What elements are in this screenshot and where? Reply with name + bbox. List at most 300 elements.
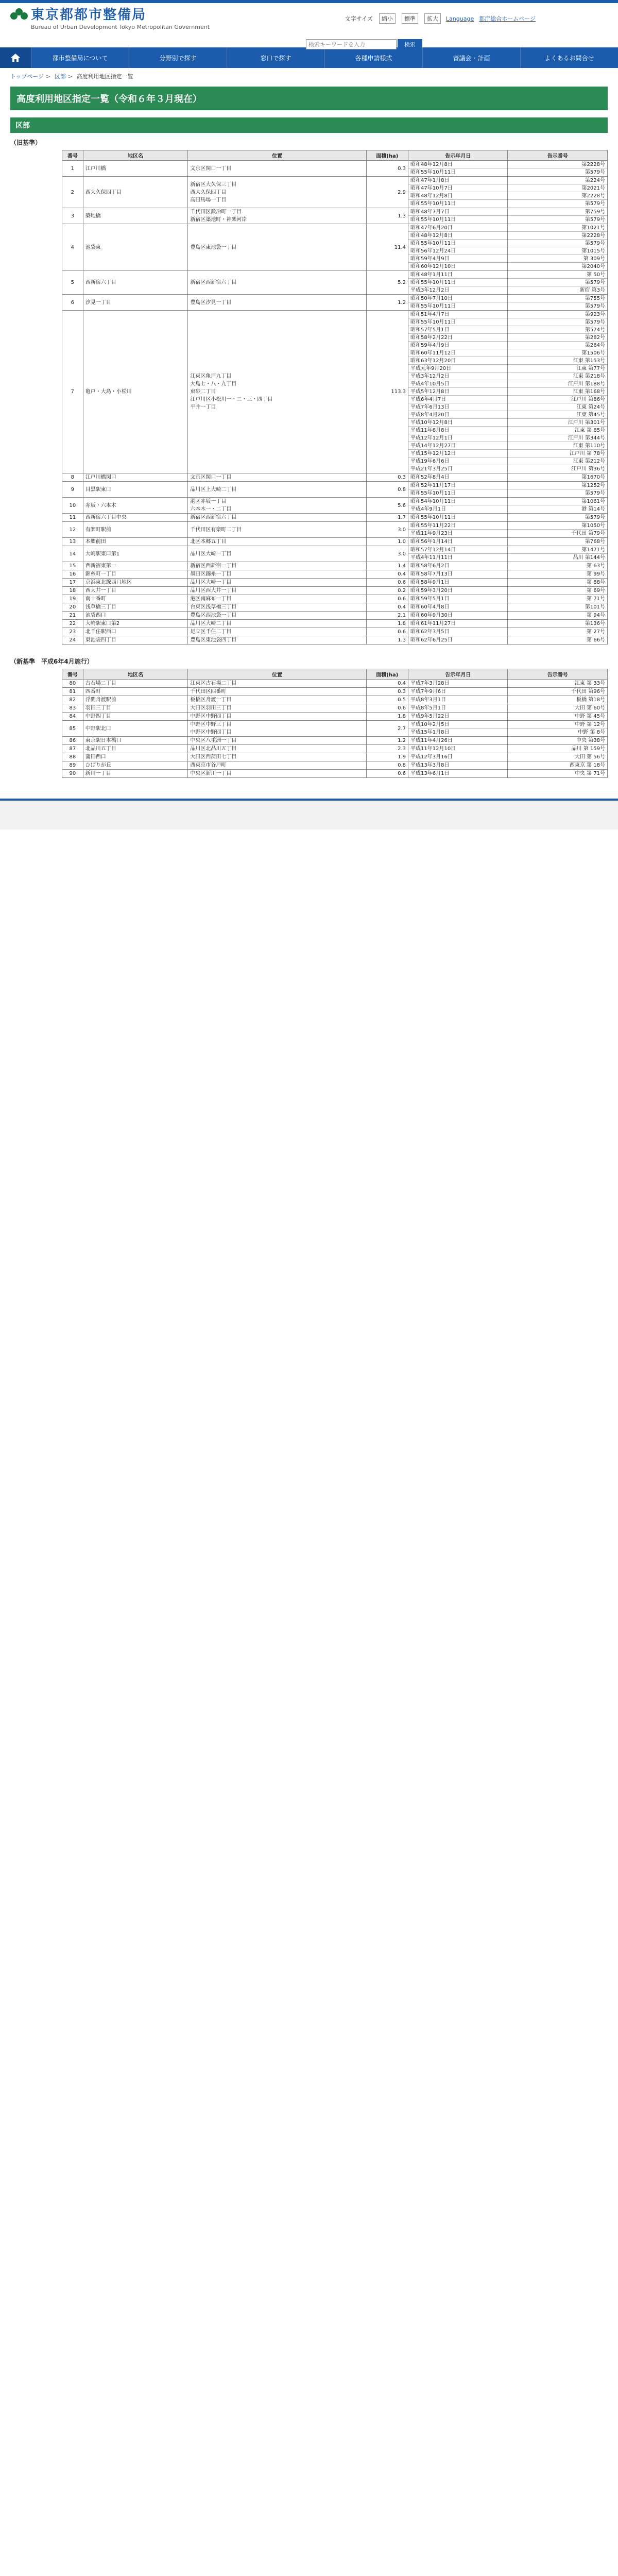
site-header [0, 0, 618, 47]
notice-numbers [508, 177, 608, 208]
row-number: 86 [62, 737, 83, 745]
table-row [62, 295, 608, 311]
notice-number: 中野 第 8号 [578, 730, 605, 735]
row-number: 90 [62, 770, 83, 778]
district-area: 0.2 [366, 587, 408, 595]
location-line: 港区赤坂一丁目 [190, 499, 227, 504]
designation-table-old [62, 150, 608, 645]
location-line: 新宿区大久保三丁目 [190, 181, 237, 188]
notice-numbers [508, 713, 608, 721]
location-line: 豊島区西池袋一丁目 [190, 613, 237, 618]
notice-date: 昭和48年12月8日 [408, 192, 507, 200]
notice-number: 第 99号 [587, 571, 605, 577]
district-area: 0.6 [366, 628, 408, 636]
table-row [62, 473, 608, 482]
site-search [306, 39, 422, 49]
notice-date: 昭和55年10月11日 [410, 217, 456, 223]
location-line: 板橋区舟渡一丁目 [190, 697, 232, 703]
row-number: 19 [62, 595, 83, 603]
notice-date: 平成12年3月16日 [410, 754, 453, 760]
location-line: 西東京市谷戸町 [190, 762, 227, 768]
location-line: 東砂二丁目 [190, 389, 216, 395]
notice-date: 昭和55年10月11日 [408, 279, 507, 286]
district-area: 0.8 [366, 482, 408, 498]
notice-numbers [508, 770, 608, 778]
table-row [62, 628, 608, 636]
notice-date: 平成8年3月1日 [410, 697, 447, 703]
notice-number: 中央 第38号 [576, 738, 605, 743]
notice-date: 昭和55年10月11日 [408, 318, 507, 326]
notice-number: 江戸川 第36号 [571, 466, 605, 472]
new-standard-heading: （新基準 平成6年4月施行） [10, 658, 93, 665]
location-line: 中野区中野四丁目 [190, 714, 232, 719]
notice-number: 第 69号 [587, 588, 605, 594]
page-title: 高度利用地区指定一覧（令和６年３月現在） [10, 87, 608, 110]
location-line: 港区南麻布一丁目 [190, 596, 232, 602]
district-name: 目黒駅東口 [83, 482, 188, 498]
notice-numbers [508, 753, 608, 761]
utility-links [345, 13, 536, 24]
breadcrumb-ward[interactable]: 区部 [54, 73, 66, 80]
notice-number: 江戸川 第188号 [508, 380, 607, 388]
notice-dates [408, 737, 508, 745]
notice-number: 第755号 [508, 295, 607, 302]
notice-date: 平成10年12月8日 [408, 419, 507, 427]
district-name: 中野駅北口 [83, 721, 188, 737]
notice-date: 平成11年8月8日 [408, 427, 507, 434]
location-line: 中野区中野三丁目 [190, 722, 232, 727]
logo-subtitle-en: Bureau of Urban Development Tokyo Metropolitan Government [31, 24, 210, 30]
notice-number: 第136号 [585, 621, 605, 626]
notice-number: 第282号 [508, 334, 607, 342]
district-name: 南十番町 [83, 595, 188, 603]
notice-numbers [508, 745, 608, 753]
notice-numbers [508, 498, 608, 514]
district-area: 0.5 [366, 696, 408, 704]
notice-number: 第101号 [585, 604, 605, 610]
notice-numbers [508, 473, 608, 482]
notice-number: 江東 第 85号 [508, 427, 607, 434]
notice-date: 平成元年9月20日 [408, 365, 507, 372]
notice-number: 第 63号 [587, 563, 605, 569]
district-name: 蒲田西口 [83, 753, 188, 761]
row-number: 88 [62, 753, 83, 761]
row-number: 11 [62, 514, 83, 522]
location-line: 大田区西蒲田七丁目 [190, 754, 237, 760]
notice-date: 平成6年4月7日 [408, 396, 507, 403]
district-area: 0.4 [366, 680, 408, 688]
location-line: 豊島区汐見一丁目 [190, 299, 232, 306]
district-location [188, 612, 366, 620]
location-line: 品川区大崎一丁目 [190, 580, 232, 585]
notice-number: 江東 第168号 [508, 388, 607, 396]
location-line: 品川区北品川五丁目 [190, 746, 237, 752]
font-size-small-button[interactable]: 縮小 [379, 13, 396, 24]
district-location [188, 562, 366, 570]
metro-home-link[interactable]: 都庁総合ホームページ [479, 15, 536, 22]
notice-number: 江戸川 第344号 [508, 434, 607, 442]
col-place: 位置 [188, 669, 366, 680]
location-line: 高田馬場一丁目 [190, 197, 227, 203]
notice-number: 江東 第153号 [508, 357, 607, 365]
notice-dates [408, 482, 508, 498]
notice-numbers [508, 628, 608, 636]
col-area: 面積(ha) [366, 669, 408, 680]
table-header-row [62, 150, 608, 161]
table-row [62, 713, 608, 721]
notice-numbers [508, 696, 608, 704]
district-name: 江戸川橋 [83, 161, 188, 177]
row-number: 6 [62, 295, 83, 311]
notice-numbers [508, 482, 608, 498]
district-location [188, 538, 366, 546]
notice-number: 第2021号 [508, 184, 607, 192]
notice-numbers [508, 688, 608, 696]
notice-number: 第1061号 [508, 498, 607, 505]
district-name: 大崎駅東口第2 [83, 620, 188, 628]
table-row [62, 753, 608, 761]
notice-date: 昭和52年11月17日 [408, 482, 507, 489]
district-area: 1.9 [366, 753, 408, 761]
notice-dates [408, 603, 508, 612]
font-size-large-button[interactable]: 拡大 [424, 13, 441, 24]
home-button[interactable] [0, 47, 31, 68]
nav-forms[interactable]: 各種申請様式 [324, 47, 422, 68]
notice-date: 昭和47年1月8日 [408, 177, 507, 184]
notice-date: 平成4年11月11日 [410, 555, 453, 561]
district-area: 0.3 [366, 161, 408, 177]
row-number: 5 [62, 271, 83, 295]
notice-dates [408, 538, 508, 546]
breadcrumb-top[interactable]: トップページ [10, 73, 44, 80]
notice-date: 昭和58年2月22日 [408, 334, 507, 342]
district-name: 赤坂・六本木 [83, 498, 188, 514]
table-row [62, 311, 608, 473]
district-area: 0.3 [366, 473, 408, 482]
district-name: 浮間舟渡駅前 [83, 696, 188, 704]
notice-date: 昭和56年12月24日 [408, 247, 507, 255]
district-area: 3.0 [366, 546, 408, 562]
table-row [62, 498, 608, 514]
notice-dates [408, 704, 508, 713]
table-row [62, 721, 608, 737]
row-number: 83 [62, 704, 83, 713]
notice-date: 昭和47年10月7日 [408, 184, 507, 192]
district-name: 築地橋 [83, 208, 188, 224]
notice-numbers [508, 514, 608, 522]
notice-number: 第579号 [585, 170, 605, 175]
logo-title: 東京都都市整備局 [31, 7, 147, 23]
district-location [188, 295, 366, 311]
notice-number: 第579号 [585, 303, 605, 309]
notice-date: 昭和62年3月5日 [410, 629, 450, 635]
notice-date: 昭和48年1月11日 [408, 271, 507, 279]
nav-by-counter[interactable]: 窓口で探す [227, 47, 324, 68]
district-name: 東京駅日本橋口 [83, 737, 188, 745]
col-date: 告示年月日 [408, 150, 508, 161]
district-name: 浅草橋三丁目 [83, 603, 188, 612]
notice-dates [408, 224, 508, 271]
search-button[interactable]: 検索 [398, 39, 422, 49]
notice-number: 大田 第 56号 [574, 754, 605, 760]
notice-numbers [508, 704, 608, 713]
notice-date: 昭和60年11月12日 [408, 349, 507, 357]
home-icon [10, 53, 21, 63]
location-line: 江戸川区小松川一・二・三・四丁目 [190, 397, 273, 402]
col-area: 面積(ha) [366, 150, 408, 161]
table-row [62, 680, 608, 688]
notice-date: 平成3年12月2日 [410, 287, 450, 293]
location-line: 新宿区築地町・神楽河岸 [190, 217, 247, 223]
table-row [62, 688, 608, 696]
nav-faq[interactable]: よくあるお問合せ [520, 47, 618, 68]
district-area: 0.6 [366, 579, 408, 587]
notice-number: 江東 第218号 [508, 372, 607, 380]
notice-number: 第 50号 [508, 271, 607, 279]
row-number: 4 [62, 224, 83, 271]
notice-date: 平成5年12月8日 [408, 388, 507, 396]
notice-number: 第579号 [508, 318, 607, 326]
table-row [62, 704, 608, 713]
district-location [188, 514, 366, 522]
table-row [62, 636, 608, 645]
district-location [188, 713, 366, 721]
notice-number: 中央 第 71号 [574, 771, 605, 776]
table-row [62, 620, 608, 628]
notice-number: 第579号 [508, 279, 607, 286]
row-number: 16 [62, 570, 83, 579]
table-row [62, 522, 608, 538]
notice-dates [408, 721, 508, 737]
breadcrumb: トップページ > 区部 > 高度利用地区指定一覧 [10, 73, 133, 80]
district-location [188, 761, 366, 770]
notice-number: 第923号 [508, 311, 607, 318]
district-area: 1.2 [366, 295, 408, 311]
district-location [188, 579, 366, 587]
district-area: 2.3 [366, 745, 408, 753]
location-line: 平井一丁目 [190, 404, 216, 410]
district-name: 羽田三丁目 [83, 704, 188, 713]
col-no: 番号 [62, 150, 83, 161]
notice-number: 第 27号 [587, 629, 605, 635]
section-heading: 区部 [10, 117, 608, 133]
table-row [62, 482, 608, 498]
location-line: 台東区浅草橋三丁目 [190, 604, 237, 610]
location-line: 品川区大崎一丁目 [190, 551, 232, 557]
district-name: 中野四丁目 [83, 713, 188, 721]
notice-dates [408, 587, 508, 595]
language-link[interactable]: Language [445, 15, 474, 22]
district-area: 0.6 [366, 595, 408, 603]
location-line: 品川区西大井一丁目 [190, 588, 237, 594]
notice-numbers [508, 761, 608, 770]
notice-number: 第574号 [508, 326, 607, 334]
col-name: 地区名 [83, 150, 188, 161]
notice-number: 江戸川 第86号 [508, 396, 607, 403]
district-name: 有楽町駅前 [83, 522, 188, 538]
district-name: 北千住駅西口 [83, 628, 188, 636]
district-location [188, 224, 366, 271]
table-row [62, 737, 608, 745]
table-row [62, 546, 608, 562]
notice-number: 第2228号 [508, 232, 607, 240]
table-row [62, 538, 608, 546]
notice-dates [408, 570, 508, 579]
notice-dates [408, 761, 508, 770]
district-area: 1.3 [366, 636, 408, 645]
notice-number: 大田 第 60号 [574, 705, 605, 711]
district-location [188, 271, 366, 295]
col-number: 告示番号 [508, 150, 608, 161]
notice-date: 昭和58年9月1日 [410, 580, 450, 585]
notice-number: 板橋 第18号 [576, 697, 605, 703]
notice-numbers [508, 224, 608, 271]
location-line: 中央区八重洲一丁目 [190, 738, 237, 743]
notice-date: 昭和51年4月7日 [408, 311, 507, 318]
district-name: 西大久保四丁目 [83, 177, 188, 208]
location-line: 文京区関口一丁目 [190, 165, 232, 172]
site-logo[interactable] [10, 6, 210, 30]
district-area: 0.3 [366, 688, 408, 696]
district-name: 四番町 [83, 688, 188, 696]
district-location [188, 603, 366, 612]
notice-number: 第579号 [508, 240, 607, 247]
font-size-label: 文字サイズ [345, 15, 373, 22]
notice-date: 平成4年9月1日 [410, 506, 447, 512]
notice-date: 平成10年2月5日 [408, 721, 507, 728]
notice-dates [408, 595, 508, 603]
district-location [188, 628, 366, 636]
table-row [62, 770, 608, 778]
district-area: 5.2 [366, 271, 408, 295]
district-name: 錦糸町一丁目 [83, 570, 188, 579]
district-area: 1.2 [366, 737, 408, 745]
site-footer [0, 799, 618, 829]
notice-number: 第 309号 [508, 255, 607, 263]
notice-numbers [508, 546, 608, 562]
district-location [188, 482, 366, 498]
notice-numbers [508, 562, 608, 570]
notice-numbers [508, 208, 608, 224]
district-location [188, 636, 366, 645]
district-location [188, 177, 366, 208]
notice-number: 江東 第110号 [508, 442, 607, 450]
notice-date: 昭和59年4月9日 [408, 342, 507, 349]
nav-about[interactable]: 都市整備局について [31, 47, 129, 68]
district-location [188, 704, 366, 713]
location-line: 江東区亀戸九丁目 [190, 374, 232, 379]
district-location [188, 498, 366, 514]
row-number: 9 [62, 482, 83, 498]
notice-date: 昭和58年6月2日 [410, 563, 450, 569]
notice-number: 第264号 [508, 342, 607, 349]
notice-dates [408, 271, 508, 295]
district-name: 西新宿六丁目 [83, 271, 188, 295]
district-area: 0.4 [366, 570, 408, 579]
district-name: 汐見一丁目 [83, 295, 188, 311]
location-line: 中央区新川一丁目 [190, 771, 232, 776]
notice-number: 第2040号 [581, 264, 605, 269]
district-location [188, 620, 366, 628]
notice-numbers [508, 680, 608, 688]
notice-date: 平成7年3月28日 [410, 681, 450, 686]
table-row [62, 271, 608, 295]
district-name: 西大井一丁目 [83, 587, 188, 595]
notice-number: 第759号 [508, 208, 607, 216]
district-location [188, 546, 366, 562]
notice-number: 第2228号 [508, 192, 607, 200]
nav-by-field[interactable]: 分野別で探す [129, 47, 227, 68]
notice-numbers [508, 161, 608, 177]
notice-date: 昭和60年4月8日 [410, 604, 450, 610]
notice-date: 昭和48年12月8日 [408, 232, 507, 240]
notice-dates [408, 498, 508, 514]
table-row [62, 208, 608, 224]
search-input[interactable] [306, 39, 397, 49]
district-area: 1.4 [366, 562, 408, 570]
tokyo-emblem-icon [10, 8, 28, 24]
row-number: 24 [62, 636, 83, 645]
notice-number: 第 94号 [587, 613, 605, 618]
district-location [188, 161, 366, 177]
notice-date: 昭和50年7月10日 [408, 295, 507, 302]
notice-date: 昭和60年12月10日 [410, 264, 456, 269]
notice-numbers [508, 579, 608, 587]
notice-dates [408, 208, 508, 224]
table-row [62, 696, 608, 704]
table-header-row [62, 669, 608, 680]
row-number: 21 [62, 612, 83, 620]
nav-council[interactable]: 審議会・計画 [422, 47, 520, 68]
district-name: 西新宿六丁目中央 [83, 514, 188, 522]
notice-date: 昭和56年1月14日 [410, 539, 453, 545]
notice-dates [408, 612, 508, 620]
location-line: 品川区上大崎二丁目 [190, 486, 237, 493]
notice-number: 第 66号 [587, 637, 605, 643]
notice-number: 第1471号 [508, 546, 607, 554]
notice-number: 西東京 第 18号 [569, 762, 605, 768]
notice-number: 第1252号 [508, 482, 607, 489]
district-location [188, 721, 366, 737]
notice-number: 江戸川 第301号 [508, 419, 607, 427]
notice-date: 平成13年3月8日 [410, 762, 450, 768]
font-size-normal-button[interactable]: 標準 [402, 13, 418, 24]
notice-dates [408, 177, 508, 208]
notice-number: 第579号 [585, 490, 605, 496]
notice-number: 第 71号 [587, 596, 605, 602]
notice-date: 昭和59年4月9日 [408, 255, 507, 263]
location-line: 文京区関口一丁目 [190, 474, 232, 480]
notice-dates [408, 579, 508, 587]
row-number: 20 [62, 603, 83, 612]
notice-dates [408, 161, 508, 177]
notice-numbers [508, 721, 608, 737]
table-row [62, 587, 608, 595]
notice-date: 昭和48年7月7日 [408, 208, 507, 216]
notice-numbers [508, 271, 608, 295]
notice-date: 昭和55年10月11日 [410, 201, 456, 207]
location-line: 墨田区錦糸一丁目 [190, 571, 232, 577]
notice-date: 昭和61年11月27日 [410, 621, 456, 626]
district-name: 池袋東 [83, 224, 188, 271]
notice-number: 第1506号 [508, 349, 607, 357]
table-row [62, 745, 608, 753]
notice-date: 昭和52年8月4日 [410, 474, 450, 480]
notice-date: 平成3年12月2日 [408, 372, 507, 380]
district-area: 11.4 [366, 224, 408, 271]
district-area: 2.9 [366, 177, 408, 208]
row-number: 12 [62, 522, 83, 538]
